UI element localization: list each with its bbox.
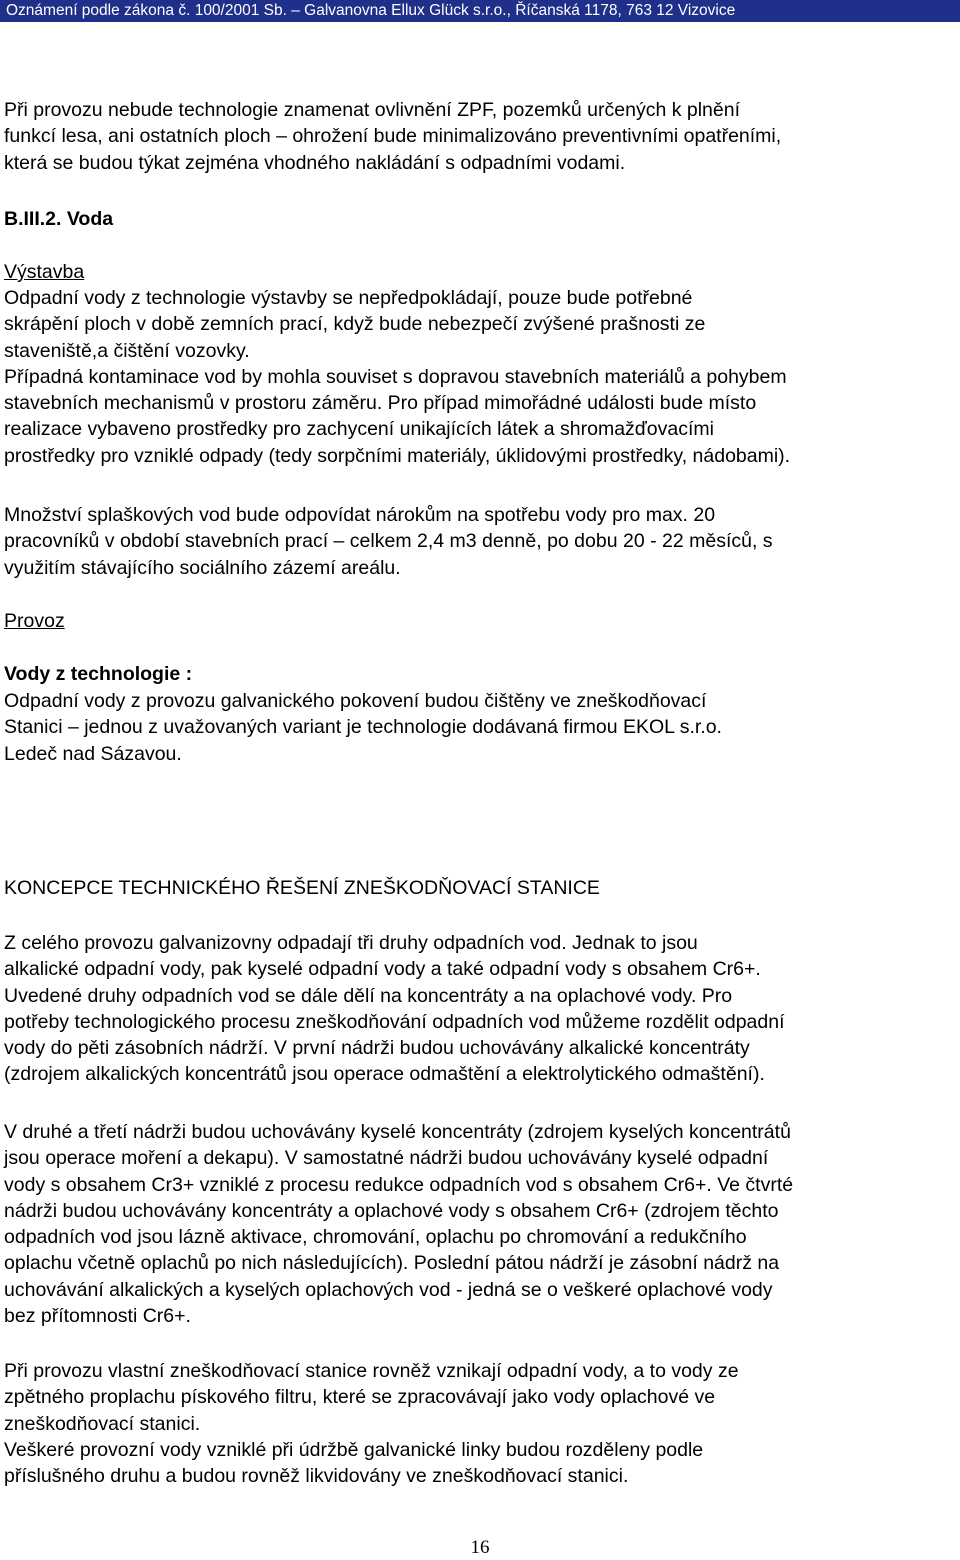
text-line: vody do pěti zásobních nádrží. V první nádrži budou uchovávány alkalické koncentráty [4, 1037, 750, 1060]
text-line: Veškeré provozní vody vzniklé při údržbě galvanické linky budou rozděleny podle [4, 1438, 704, 1461]
text-line: oplachu včetně oplachů po nich následujících). Poslední pátou nádrží je zásobní nádrž na [4, 1252, 780, 1275]
text-line: nádrži budou uchovávány koncentráty a oplachové vody s obsahem Cr6+ (zdrojem těchto [4, 1199, 779, 1222]
text-line: Ledeč nad Sázavou. [4, 742, 182, 765]
section-heading: B.III.2. Voda [4, 208, 114, 230]
text-line: potřeby technologického procesu zneškodňování odpadních vod můžeme rozdělit odpadní [4, 1010, 785, 1033]
text-line: Při provozu vlastní zneškodňovací stanice rovněž vznikají odpadní vody, a to vody ze [4, 1360, 739, 1382]
text-line: Množství splaškových vod bude odpovídat nárokům na spotřebu vody pro max. 20 [4, 504, 716, 526]
koncepce-title: KONCEPCE TECHNICKÉHO ŘEŠENÍ ZNEŠKODŇOVACÍ STANICE [4, 877, 600, 899]
koncepce-paragraph-2 [4, 1119, 954, 1329]
text-line: Případná kontaminace vod by mohla souviset s dopravou stavebních materiálů a pohybem [4, 365, 787, 388]
text-line: využitím stávajícího sociálního zázemí areálu. [4, 556, 401, 579]
text-line: stavebních mechanismů v prostoru záměru. Pro případ mimořádné události bude místo [4, 392, 757, 415]
text-line: alkalické odpadní vody, pak kyselé odpadní vody a také odpadní vody s obsahem Cr6+. [4, 958, 761, 981]
provoz-paragraph [4, 688, 954, 767]
text-line: vody s obsahem Cr3+ vzniklé z procesu redukce odpadních vod s obsahem Cr6+. Ve čtvrté [4, 1173, 794, 1196]
text-line: staveniště,a čištění vozovky. [4, 339, 250, 362]
text-line: jsou operace moření a dekapu). V samostatné nádrži budou uchovávány kyselé odpadní [4, 1147, 769, 1170]
koncepce-paragraph-3 [4, 1358, 954, 1489]
text-line: pracovníků v období stavebních prací – celkem 2,4 m3 denně, po dobu 20 - 22 měsíců, s [4, 530, 773, 553]
text-line: skrápění ploch v době zemních prací, když bude nebezpečí zvýšené prašnosti ze [4, 313, 706, 336]
text-line: která se budou týkat zejména vhodného nakládání s odpadními vodami. [4, 151, 626, 174]
text-line: Z celého provozu galvanizovny odpadají tři druhy odpadních vod. Jednak to jsou [4, 932, 698, 954]
text-line: zneškodňovací stanici. [4, 1412, 201, 1435]
text-line: bez přítomnosti Cr6+. [4, 1305, 191, 1328]
document-header [0, 0, 960, 22]
provoz-subheading: Vody z technologie : [4, 663, 193, 685]
text-line: Stanici – jednou z uvažovaných variant je technologie dodávaná firmou EKOL s.r.o. [4, 716, 722, 739]
header-text: Oznámení podle zákona č. 100/2001 Sb. – Galvanovna Ellux Glück s.r.o., Říčanská 1178, 763 12 Vizovice [6, 2, 736, 19]
text-line: realizace vybaveno prostředky pro zachycení unikajících látek a shromažďovacími [4, 418, 714, 441]
text-line: Při provozu nebude technologie znamenat ovlivnění ZPF, pozemků určených k plnění [4, 99, 741, 121]
text-line: odpadních vod jsou lázně aktivace, chromování, oplachu po chromování a redukčního [4, 1226, 747, 1249]
page-number: 16 [470, 1537, 490, 1558]
vystavba-paragraph-1 [4, 285, 954, 469]
text-line: Uvedené druhy odpadních vod se dále dělí na koncentráty a na oplachové vody. Pro [4, 984, 733, 1007]
text-line: příslušného druhu a budou rovněž likvidovány ve zneškodňovací stanici. [4, 1465, 629, 1488]
text-line: V druhé a třetí nádrži budou uchovávány kyselé koncentráty (zdrojem kyselých koncentrátů [4, 1121, 791, 1143]
text-line: prostředky pro vzniklé odpady (tedy sorpčními materiály, úklidovými prostředky, nádobami). [4, 444, 791, 467]
vystavba-title: Výstavba [4, 261, 85, 283]
text-line: Odpadní vody z provozu galvanického pokovení budou čištěny ve zneškodňovací [4, 690, 707, 712]
intro-paragraph [4, 97, 954, 176]
text-line: (zdrojem alkalických koncentrátů jsou operace odmaštění a elektrolytického odmaštění). [4, 1063, 765, 1086]
text-line: uchovávání alkalických a kyselých oplachových vod - jedná se o veškeré oplachové vody [4, 1278, 773, 1301]
vystavba-paragraph-2 [4, 502, 954, 581]
text-line: funkcí lesa, ani ostatních ploch – ohrožení bude minimalizováno preventivními opatřeními, [4, 125, 782, 148]
koncepce-paragraph-1 [4, 930, 954, 1088]
provoz-title: Provoz [4, 610, 65, 632]
text-line: Odpadní vody z technologie výstavby se nepředpokládají, pouze bude potřebné [4, 287, 693, 309]
text-line: zpětného proplachu pískového filtru, které se zpracovávají jako vody oplachové ve [4, 1386, 716, 1409]
